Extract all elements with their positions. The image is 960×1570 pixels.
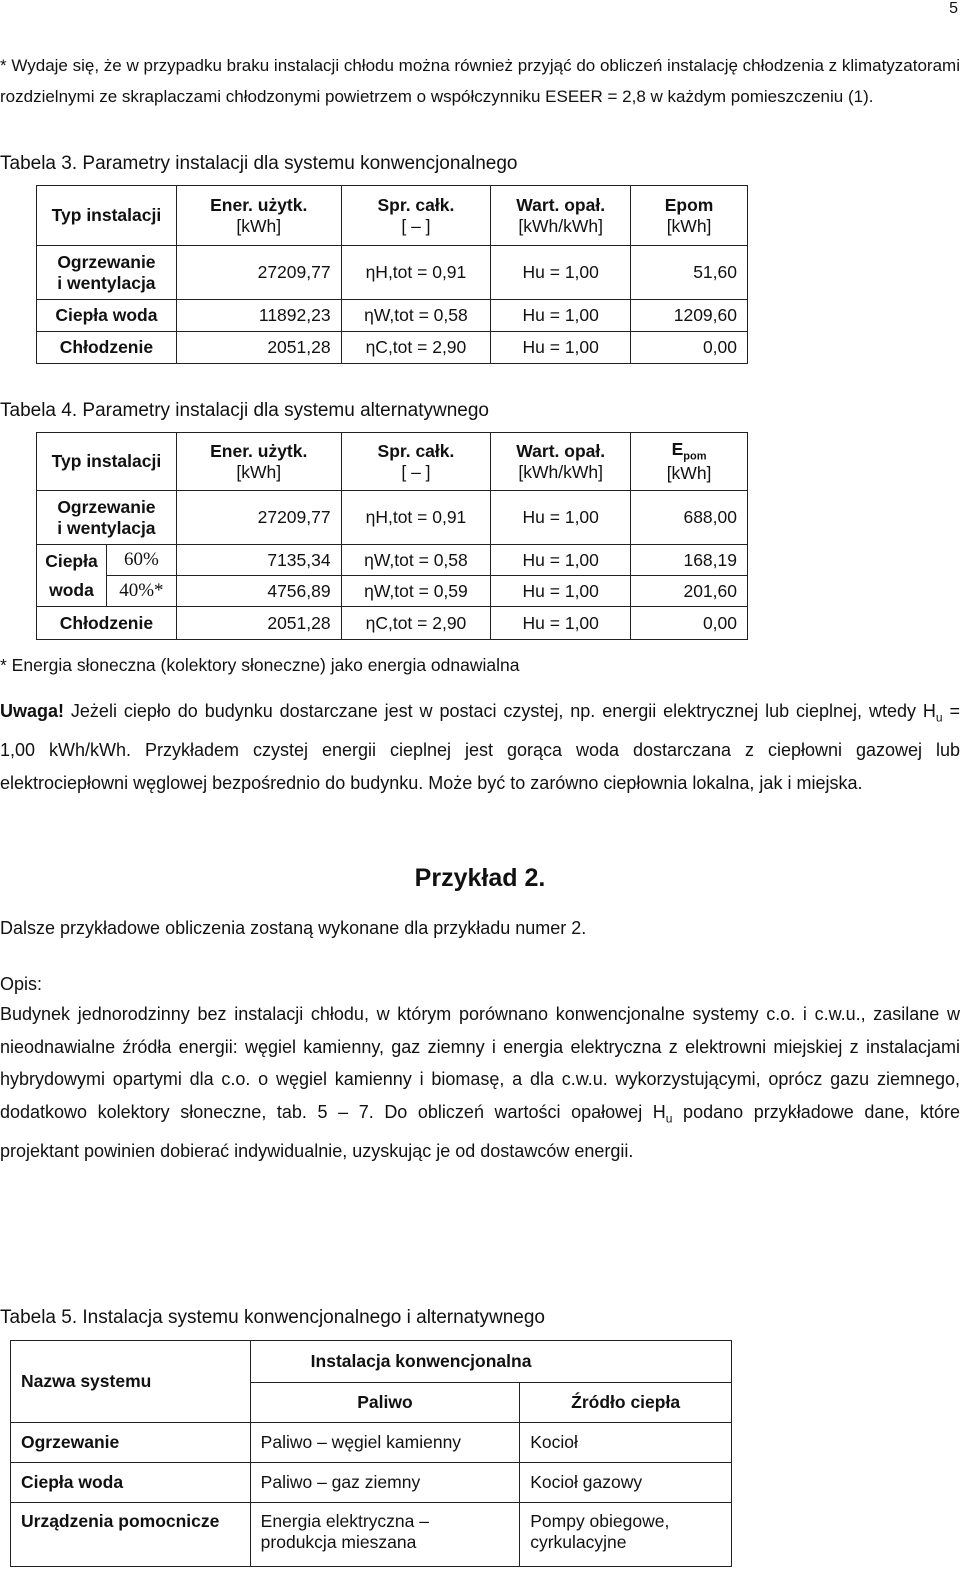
table-row: Ogrzewanie i wentylacja 27209,77 ηH,tot = 0,91 Hu = 1,00 51,60 bbox=[37, 246, 748, 300]
table-row: Chłodzenie 2051,28 ηC,tot = 2,90 Hu = 1,00 0,00 bbox=[37, 332, 748, 364]
table5 bbox=[10, 1340, 732, 1567]
note-paragraph: Uwaga! Jeżeli ciepło do budynku dostarczane jest w postaci czystej, np. energii elektrycznej lub cieplnej, wtedy $H_u = 1,00$ kWh/kWh. Przykładem czystej energii cieplnej jest gorąca woda dostarczana z ciepłowni gazowej lub elektrociepłowni węglowej bezpośrednio do budynku. Może być to zarówno ciepłownia lokalna, jak i miejska. bbox=[0, 701, 960, 793]
table3-header-type: Typ instalacji bbox=[37, 186, 177, 246]
table4-header-ener: Ener. użytk. [kWh] bbox=[176, 433, 341, 491]
table5-caption: Tabela 5. Instalacja systemu konwencjonalnego i alternatywnego bbox=[0, 1307, 545, 1328]
intro-note: * Wydaje się, że w przypadku braku instalacji chłodu można również przyjąć do obliczeń instalację chłodzenia z klimatyzatorami rozdzielnymi ze skraplaczami chłodzonymi powietrzem o współczynniku ESEER = 2,8 w każdym pomieszczeniu (1). bbox=[0, 56, 960, 106]
table4-caption: Tabela 4. Parametry instalacji dla systemu alternatywnego bbox=[0, 400, 489, 421]
table5-header-group: Instalacja konwencjonalna bbox=[250, 1341, 731, 1383]
opis-label: Opis: bbox=[0, 974, 43, 994]
table3-caption: Tabela 3. Parametry instalacji dla systemu konwencjonalnego bbox=[0, 153, 518, 174]
table-row: Chłodzenie 2051,28 ηC,tot = 2,90 Hu = 1,00 0,00 bbox=[37, 607, 748, 640]
table3 bbox=[36, 185, 748, 364]
table3-header-spr: Spr. całk. [ – ] bbox=[341, 186, 491, 246]
table3-header-epom: Epom [kWh] bbox=[631, 186, 748, 246]
opis-paragraph: Budynek jednorodzinny bez instalacji chłodu, w którym porównano konwencjonalne systemy c.o. i c.w.u., zasilane w nieodnawialne źródła energii: węgiel kamienny, gaz ziemny i energia elektryczna z elektrowni miejskiej z instalacjami hybrydowymi opartymi dla c.o. o węgiel kamienny i biomasę, a dla c.w.u. wykorzystującymi, oprócz gazu ziemnego, dodatkowo kolektory słoneczne, tab. 5 – 7. Do obliczeń wartości opałowej $H_u$ podano przykładowe dane, które projektant powinien dobierać indywidualnie, uzyskując je od dostawców energii. bbox=[0, 1004, 960, 1161]
table-row: Ciepła woda 11892,23 ηW,tot = 0,58 Hu = 1,00 1209,60 bbox=[37, 300, 748, 332]
table5-header-name: Nazwa systemu bbox=[11, 1341, 251, 1423]
table3-header-ener: Ener. użytk. [kWh] bbox=[176, 186, 341, 246]
page-number: 5 bbox=[949, 0, 958, 17]
table4-header-type: Typ instalacji bbox=[37, 433, 177, 491]
table5-header-fuel: Paliwo bbox=[250, 1383, 520, 1423]
table-row: Ogrzewanie i wentylacja 27209,77 ηH,tot = 0,91 Hu = 1,00 688,00 bbox=[37, 491, 748, 545]
example-title: Przykład 2. bbox=[414, 864, 546, 892]
table4 bbox=[36, 432, 748, 640]
table4-header-wart: Wart. opał. [kWh/kWh] bbox=[491, 433, 631, 491]
table3-header-wart: Wart. opał. [kWh/kWh] bbox=[491, 186, 631, 246]
example-intro: Dalsze przykładowe obliczenia zostaną wykonane dla przykładu numer 2. bbox=[0, 918, 587, 938]
table5-header-source: Źródło ciepła bbox=[520, 1383, 732, 1423]
table4-header-epom: $E_{pom}$ [kWh] bbox=[631, 433, 748, 491]
table-row: 40%* 4756,89 ηW,tot = 0,59 Hu = 1,00 201,60 bbox=[37, 576, 748, 607]
table-row: Ciepła woda 60% 7135,34 ηW,tot = 0,58 Hu = 1,00 168,19 bbox=[37, 545, 748, 576]
table4-header-spr: Spr. całk. [ – ] bbox=[341, 433, 491, 491]
table4-footnote: * Energia słoneczna (kolektory słoneczne) jako energia odnawialna bbox=[0, 655, 520, 675]
table-row: Ogrzewanie Paliwo – węgiel kamienny Kocioł bbox=[11, 1423, 732, 1463]
table-row: Urządzenia pomocnicze Energia elektryczna – produkcja mieszana Pompy obiegowe, cyrkulacyjne bbox=[11, 1503, 732, 1567]
table-row: Ciepła woda Paliwo – gaz ziemny Kocioł gazowy bbox=[11, 1463, 732, 1503]
